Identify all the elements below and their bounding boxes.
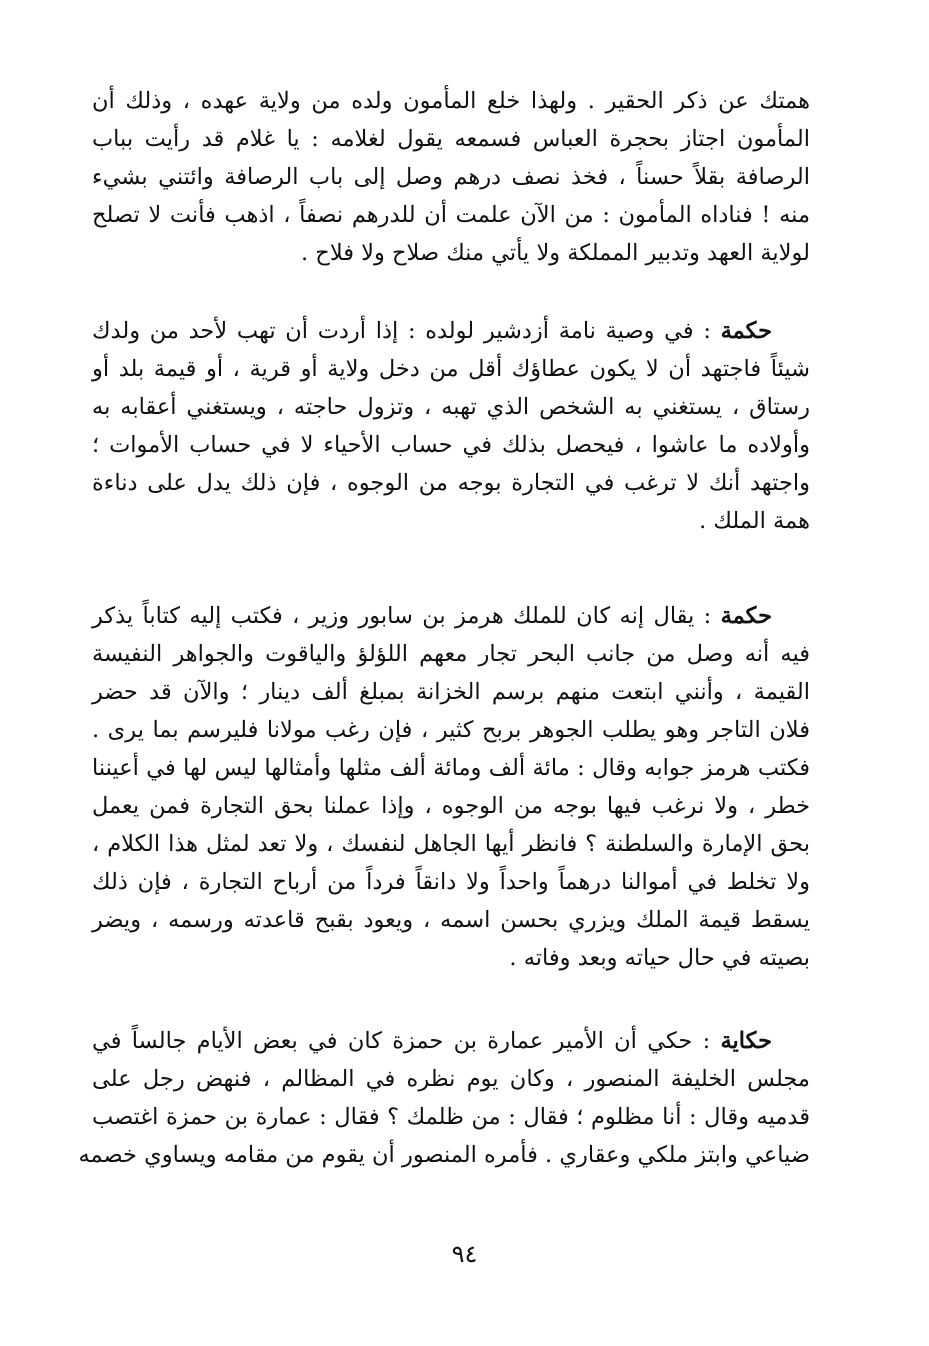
paragraph-2 [92, 312, 810, 540]
text-line: يسقط قيمة الملك ويزري بحسن اسمه ، ويعود بقبح قاعدته ورسمه ، ويضر [92, 907, 810, 933]
paragraph-keyword: حكمة [720, 603, 772, 629]
text-line: واجتهد أنك لا ترغب في التجارة بوجه من الوجوه ، فإن ذلك يدل على دناءة [92, 470, 810, 496]
paragraph-4 [78, 1022, 810, 1174]
text-line: ولا تخلط في أموالنا درهماً واحداً ولا دانقاً فرداً من أرباح التجارة ، فإن ذلك [92, 869, 810, 895]
paragraph-keyword: حكاية [720, 1028, 772, 1054]
text-line: خطر ، ولا نرغب فيها بوجه من الوجوه ، وإذا عملنا بحق التجارة فمن يعمل [92, 793, 810, 819]
text-line: شيئاً فاجتهد أن لا يكون عطاؤك أقل من دخل ولاية أو قرية ، أو قيمة بلد أو [92, 356, 810, 382]
text-line: همة الملك . [699, 508, 810, 534]
text-line: لولاية العهد وتدبير المملكة ولا يأتي منك صلاح ولا فلاح . [300, 240, 810, 266]
text-line: بحق الإمارة والسلطنة ؟ فانظر أيها الجاهل لنفسك ، ولا تعد لمثل هذا الكلام ، [92, 831, 810, 857]
text-line: منه ! فناداه المأمون : من الآن علمت أن للدرهم نصفاً ، اذهب فأنت لا تصلح [92, 202, 810, 228]
text-line: ضياعي وابتز ملكي وعقاري . فأمره المنصور أن يقوم من مقامه ويساوي خصمه [78, 1142, 810, 1168]
text-line: بصيته في حال حياته وبعد وفاته . [509, 945, 810, 971]
paragraph-3 [92, 597, 810, 977]
text-line: وأولاده ما عاشوا ، فيحصل بذلك في حساب الأحياء لا في حساب الأموات ؛ [92, 432, 810, 458]
text-line: الرصافة بقلاً حسناً ، فخذ نصف درهم وصل إلى باب الرصافة وائتني بشيء [92, 164, 810, 190]
paragraph-1 [92, 82, 810, 272]
text-segment: : في وصية نامة أزدشير لولده : إذا أردت أن تهب لأحد من ولدك [92, 318, 721, 344]
text-line: فكتب هرمز جوابه وقال : مائة ألف ومائة ألف مثلها وأمثالها ليس لها في أعيننا [92, 755, 810, 781]
text-line: رستاق ، يستغني به الشخص الذي تهبه ، وتزول حاجته ، ويستغني أعقابه به [92, 394, 810, 420]
text-line [92, 1022, 810, 1060]
text-segment: : يقال إنه كان للملك هرمز بن سابور وزير ، فكتب إليه كتاباً يذكر [92, 603, 721, 629]
paragraph-keyword: حكمة [720, 318, 772, 344]
text-line: مجلس الخليفة المنصور ، وكان يوم نظره في المظالم ، فنهض رجل على [92, 1066, 810, 1092]
page-number: ٩٤ [451, 1240, 478, 1268]
text-line: المأمون اجتاز بحجرة العباس فسمعه يقول لغلامه : يا غلام قد رأيت بباب [92, 126, 810, 152]
text-line: فيه أنه وصل من جانب البحر تجار معهم اللؤلؤ والياقوت والجواهر النفيسة [92, 641, 810, 667]
text-line: همتك عن ذكر الحقير . ولهذا خلع المأمون ولده من ولاية عهده ، وذلك أن [92, 88, 810, 114]
text-line: القيمة ، وأنني ابتعت منهم برسم الخزانة بمبلغ ألف دينار ؛ والآن قد حضر [92, 679, 810, 705]
text-line [92, 312, 810, 350]
text-line: قدميه وقال : أنا مظلوم ؛ فقال : من ظلمك ؟ فقال : عمارة بن حمزة اغتصب [92, 1104, 810, 1130]
text-line: فلان التاجر وهو يطلب الجوهر بربح كثير ، فإن رغب مولانا فليرسم بما يرى . [92, 717, 810, 743]
text-line [92, 597, 810, 635]
text-segment: : حكي أن الأمير عمارة بن حمزة كان في بعض الأيام جالساً في [92, 1028, 721, 1054]
